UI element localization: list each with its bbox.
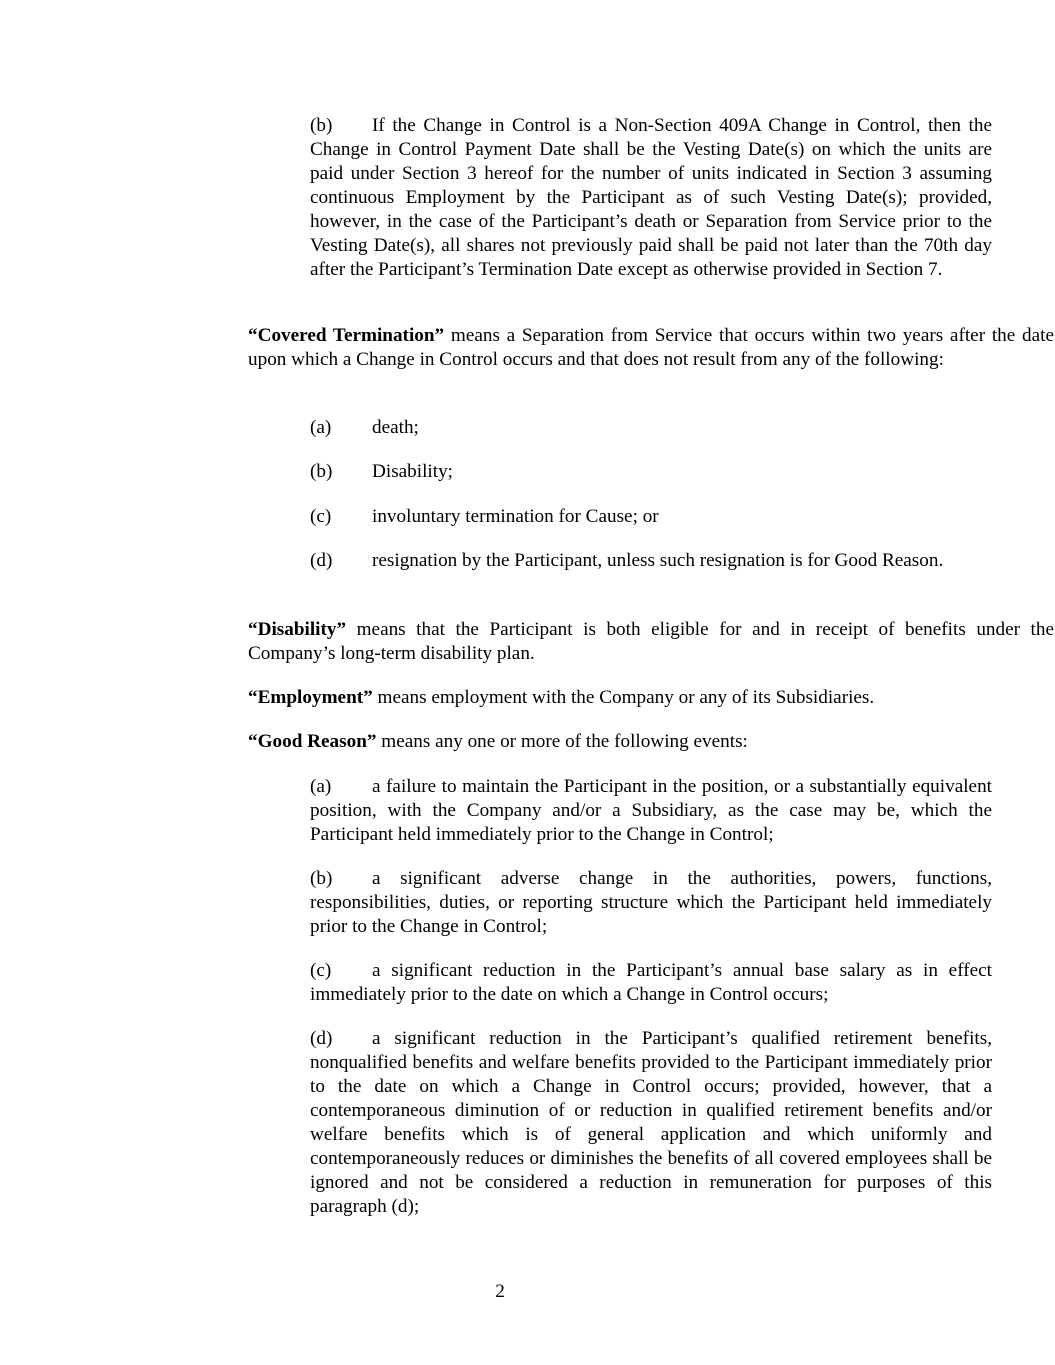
item-label: (b) [310, 868, 333, 889]
item-text: a significant adverse change in the authorities, powers, functions, responsibilities, duties, or reporting structure which the Participant held immediately prior to the Change in Control; [310, 868, 992, 937]
item-label: (a) [310, 417, 332, 438]
defined-term: “Covered Termination” [248, 325, 445, 346]
item-label: (d) [310, 1028, 333, 1049]
item-label: (a) [310, 776, 332, 797]
list-item [248, 460, 992, 484]
item-label: (c) [310, 506, 332, 527]
paragraph-text: If the Change in Control is a Non-Section 409A Change in Control, then the Change in Control Payment Date shall be the Vesting Date(s) on which the units are paid under Section 3 hereof for the number of units indicated in Section 3 assuming continuous Employment by the Participant as of such Vesting Date(s); provided, however, in the case of the Participant’s death or Separation from Service prior to the Vesting Date(s), all shares not previously paid shall be paid not later than the 70th day after the Participant’s Termination Date except as otherwise provided in Section 7. [310, 115, 992, 280]
list-item [248, 867, 992, 939]
defined-term: “Employment” [248, 687, 373, 708]
definition-disability [124, 618, 1054, 666]
item-label: (b) [310, 115, 333, 136]
list-item [248, 505, 992, 529]
defined-term: “Good Reason” [248, 731, 377, 752]
page-number: 2 [495, 1281, 505, 1302]
defined-term: “Disability” [248, 619, 347, 640]
item-text: resignation by the Participant, unless such resignation is for Good Reason. [372, 550, 944, 571]
list-item [248, 416, 992, 440]
item-text: death; [372, 417, 419, 438]
item-text: a significant reduction in the Participant’s qualified retirement benefits, nonqualified benefits and welfare benefits provided to the Participant immediately prior to the date on which a Change in Control occurs; provided, however, that a contemporaneous diminution of or reduction in qualified retirement benefits and/or welfare benefits which is of general application and which uniformly and contemporaneously reduces or diminishes the benefits of all covered employees shall be ignored and not be considered a reduction in remuneration for purposes of this paragraph (d); [310, 1028, 992, 1217]
definition-employment [248, 686, 930, 710]
item-text: involuntary termination for Cause; or [372, 506, 659, 527]
definition-text: means employment with the Company or any of its Subsidiaries. [372, 687, 875, 708]
item-text: a failure to maintain the Participant in the position, or a substantially equivalent position, with the Company and/or a Subsidiary, as the case may be, which the Participant held immediately prior to the Change in Control; [310, 776, 992, 845]
paragraph-b-nonsection-409a [248, 114, 992, 282]
definition-text: means that the Participant is both eligible for and in receipt of benefits under the Company’s long-term disability plan. [248, 619, 1054, 664]
definition-good-reason [248, 730, 930, 754]
list-item [248, 549, 992, 573]
item-label: (c) [310, 960, 332, 981]
item-label: (b) [310, 461, 333, 482]
item-text: Disability; [372, 461, 454, 482]
definition-text: means any one or more of the following events: [376, 731, 748, 752]
definition-covered-termination [124, 324, 1054, 372]
list-item [248, 1027, 992, 1219]
item-label: (d) [310, 550, 333, 571]
definition-text: means a Separation from Service that occurs within two years after the date upon which a Change in Control occurs and that does not result from any of the following: [248, 325, 1054, 370]
list-item [248, 959, 992, 1007]
list-item [248, 775, 992, 847]
item-text: a significant reduction in the Participant’s annual base salary as in effect immediately prior to the date on which a Change in Control occurs; [310, 960, 992, 1005]
